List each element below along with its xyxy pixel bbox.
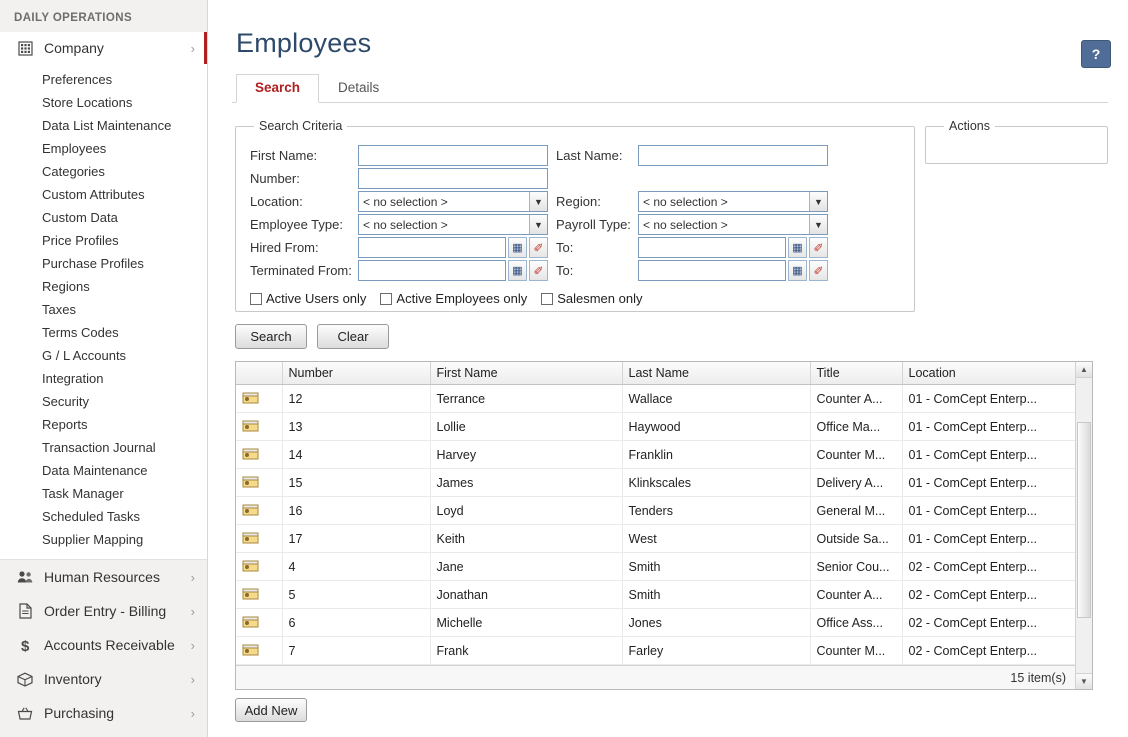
- sidebar-group-label: Inventory: [44, 671, 102, 687]
- cell-first-name: Frank: [430, 637, 622, 665]
- sidebar-item-transaction-journal[interactable]: Transaction Journal: [42, 440, 156, 455]
- active-indicator: [204, 32, 207, 64]
- number-input[interactable]: [358, 168, 548, 189]
- last-name-input[interactable]: [638, 145, 828, 166]
- cell-first-name: Michelle: [430, 609, 622, 637]
- sidebar-item-price-profiles[interactable]: Price Profiles: [42, 233, 119, 248]
- clear-button[interactable]: Clear: [317, 324, 389, 349]
- chevron-right-icon: ›: [190, 569, 195, 585]
- sidebar-item-taxes[interactable]: Taxes: [42, 302, 76, 317]
- table-row[interactable]: [236, 609, 1076, 637]
- cell-first-name: Keith: [430, 525, 622, 553]
- sidebar-group-accounts-receivable[interactable]: [0, 628, 207, 662]
- calendar-glyph: ▦: [512, 265, 523, 277]
- erase-glyph: ✐: [533, 240, 544, 255]
- help-button[interactable]: ?: [1081, 40, 1111, 68]
- cell-last-name: Farley: [622, 637, 810, 665]
- erase-glyph: ✐: [813, 240, 824, 255]
- table-row[interactable]: [236, 469, 1076, 497]
- sidebar-company-submenu: [0, 64, 207, 559]
- hired-from-label: Hired From:: [250, 240, 319, 255]
- cell-first-name: James: [430, 469, 622, 497]
- cell-first-name: Terrance: [430, 385, 622, 413]
- sidebar-item-regions[interactable]: Regions: [42, 279, 90, 294]
- search-criteria-legend: Search Criteria: [259, 119, 343, 133]
- cell-location: 02 - ComCept Enterp...: [902, 609, 1076, 637]
- number-label: Number:: [250, 171, 300, 186]
- hired-to-group: [638, 237, 836, 258]
- cell-title: Office Ma...: [810, 413, 902, 441]
- calendar-icon[interactable]: [788, 260, 807, 281]
- cell-last-name: Smith: [622, 581, 810, 609]
- erase-icon[interactable]: [809, 260, 828, 281]
- region-select[interactable]: [638, 191, 828, 212]
- chevron-right-icon: ›: [190, 637, 195, 653]
- building-icon: [14, 37, 36, 59]
- column-header-title[interactable]: Title: [810, 362, 902, 385]
- tab-search[interactable]: Search: [236, 74, 319, 103]
- erase-icon[interactable]: [529, 260, 548, 281]
- chevron-right-icon: ›: [190, 603, 195, 619]
- terminated-from-group: [358, 260, 556, 281]
- sidebar-item-terms-codes[interactable]: Terms Codes: [42, 325, 119, 340]
- calendar-glyph: ▦: [512, 242, 523, 254]
- cell-number: 12: [282, 385, 430, 413]
- hired-to-input[interactable]: [638, 237, 786, 258]
- employee-card-icon: [242, 614, 259, 628]
- cell-last-name: Wallace: [622, 385, 810, 413]
- row-icon-cell[interactable]: [236, 525, 282, 553]
- erase-icon[interactable]: [529, 237, 548, 258]
- table-footer: [236, 665, 1092, 689]
- table-row[interactable]: [236, 637, 1076, 665]
- cell-last-name: Smith: [622, 553, 810, 581]
- chevron-down-icon: ▼: [529, 215, 547, 234]
- payroll-type-select-value: < no selection >: [643, 217, 728, 232]
- table-body: [236, 385, 1076, 665]
- sidebar-item-supplier-mapping[interactable]: Supplier Mapping: [42, 532, 144, 547]
- cell-last-name: Tenders: [622, 497, 810, 525]
- cell-last-name: Haywood: [622, 413, 810, 441]
- actions-panel: [925, 119, 1108, 164]
- sidebar-group-label: Order Entry - Billing: [44, 603, 167, 619]
- sidebar-item-data-maintenance[interactable]: Data Maintenance: [42, 463, 148, 478]
- hired-from-input[interactable]: [358, 237, 506, 258]
- sidebar-group-order-entry-billing[interactable]: [0, 594, 207, 628]
- sidebar-group-human-resources[interactable]: [0, 560, 207, 594]
- row-icon-cell[interactable]: [236, 385, 282, 413]
- employee-card-icon: [242, 390, 259, 404]
- cell-location: 01 - ComCept Enterp...: [902, 413, 1076, 441]
- chevron-down-icon: ▼: [809, 192, 827, 211]
- chevron-right-icon: ›: [190, 705, 195, 721]
- employee-type-select[interactable]: [358, 214, 548, 235]
- checkbox-box: [250, 293, 262, 305]
- sidebar-group-inventory[interactable]: [0, 662, 207, 696]
- add-new-row: [235, 698, 1108, 722]
- cell-last-name: Franklin: [622, 441, 810, 469]
- box-icon: [14, 668, 36, 690]
- column-header-first-name[interactable]: First Name: [430, 362, 622, 385]
- employee-card-icon: [242, 502, 259, 516]
- first-name-input[interactable]: [358, 145, 548, 166]
- sidebar-group-company[interactable]: [0, 32, 207, 64]
- sidebar-item-preferences[interactable]: Preferences: [42, 72, 113, 87]
- active-employees-only-checkbox[interactable]: [380, 291, 527, 306]
- cell-title: Senior Cou...: [810, 553, 902, 581]
- terminated-to-label: To:: [556, 263, 574, 278]
- cell-location: 01 - ComCept Enterp...: [902, 385, 1076, 413]
- cell-last-name: Klinkscales: [622, 469, 810, 497]
- first-name-label: First Name:: [250, 148, 318, 163]
- cell-last-name: Jones: [622, 609, 810, 637]
- terminated-to-group: [638, 260, 836, 281]
- cell-title: Counter M...: [810, 441, 902, 469]
- scrollbar-thumb[interactable]: [1077, 422, 1091, 618]
- scroll-up-icon[interactable]: ▲: [1076, 362, 1092, 378]
- calendar-glyph: ▦: [792, 242, 803, 254]
- cell-location: 01 - ComCept Enterp...: [902, 441, 1076, 469]
- results-table: [236, 362, 1077, 665]
- scroll-down-icon[interactable]: ▼: [1076, 673, 1092, 689]
- location-select-value: < no selection >: [363, 194, 448, 209]
- row-icon-cell[interactable]: [236, 441, 282, 469]
- add-new-button[interactable]: Add New: [235, 698, 307, 722]
- tab-details[interactable]: Details: [338, 80, 380, 95]
- row-icon-cell[interactable]: [236, 553, 282, 581]
- calendar-icon[interactable]: [508, 260, 527, 281]
- employee-type-select-value: < no selection >: [363, 217, 448, 232]
- table-row[interactable]: [236, 385, 1076, 413]
- payroll-type-select[interactable]: [638, 214, 828, 235]
- terminated-to-input[interactable]: [638, 260, 786, 281]
- checkbox-box: [380, 293, 392, 305]
- table-vertical-scrollbar[interactable]: [1075, 362, 1092, 689]
- hired-to-label: To:: [556, 240, 574, 255]
- cell-first-name: Jonathan: [430, 581, 622, 609]
- row-icon-cell[interactable]: [236, 497, 282, 525]
- sidebar-item-categories[interactable]: Categories: [42, 164, 105, 179]
- cell-number: 7: [282, 637, 430, 665]
- actions-legend: Actions: [949, 119, 990, 133]
- sidebar-item-store-locations[interactable]: Store Locations: [42, 95, 133, 110]
- row-icon-cell[interactable]: [236, 469, 282, 497]
- employee-card-icon: [242, 558, 259, 572]
- document-icon: [14, 600, 36, 622]
- employee-card-icon: [242, 474, 259, 488]
- sidebar-bottom-groups: [0, 560, 207, 730]
- table-row[interactable]: [236, 497, 1076, 525]
- erase-glyph: ✐: [813, 263, 824, 278]
- sidebar-item-security[interactable]: Security: [42, 394, 89, 409]
- column-header-icon[interactable]: [236, 362, 282, 385]
- cell-number: 15: [282, 469, 430, 497]
- region-select-value: < no selection >: [643, 194, 728, 209]
- cell-number: 14: [282, 441, 430, 469]
- active-employees-only-label: Active Employees only: [396, 291, 528, 306]
- sidebar-header: DAILY OPERATIONS: [14, 12, 133, 24]
- basket-icon: [14, 702, 36, 724]
- cell-number: 4: [282, 553, 430, 581]
- table-header-row: [236, 362, 1076, 385]
- row-icon-cell[interactable]: [236, 413, 282, 441]
- payroll-type-label: Payroll Type:: [556, 217, 631, 232]
- hired-from-group: [358, 237, 556, 258]
- cell-last-name: West: [622, 525, 810, 553]
- chevron-down-icon: ▼: [809, 215, 827, 234]
- page-title: Employees: [236, 28, 372, 58]
- row-icon-cell[interactable]: [236, 609, 282, 637]
- table-row[interactable]: [236, 525, 1076, 553]
- column-header-number[interactable]: Number: [282, 362, 430, 385]
- sidebar-item-purchase-profiles[interactable]: Purchase Profiles: [42, 256, 144, 271]
- calendar-icon[interactable]: [788, 237, 807, 258]
- employee-card-icon: [242, 530, 259, 544]
- sidebar-group-purchasing[interactable]: [0, 696, 207, 730]
- sidebar-item-task-manager[interactable]: Task Manager: [42, 486, 124, 501]
- cell-title: Counter M...: [810, 637, 902, 665]
- sidebar-group-label: Company: [44, 40, 104, 56]
- cell-location: 02 - ComCept Enterp...: [902, 553, 1076, 581]
- chevron-right-icon: ›: [190, 40, 195, 56]
- cell-title: Counter A...: [810, 385, 902, 413]
- sidebar-item-employees[interactable]: Employees: [42, 141, 107, 156]
- sidebar-item-custom-data[interactable]: Custom Data: [42, 210, 118, 225]
- sidebar-item-reports[interactable]: Reports: [42, 417, 88, 432]
- table-row[interactable]: [236, 441, 1076, 469]
- terminated-from-label: Terminated From:: [250, 263, 352, 278]
- item-count: 15 item(s): [1010, 670, 1066, 685]
- sidebar-group-label: Purchasing: [44, 705, 115, 721]
- table-row[interactable]: [236, 413, 1076, 441]
- region-label: Region:: [556, 194, 601, 209]
- employee-card-icon: [242, 446, 259, 460]
- table-row[interactable]: [236, 553, 1076, 581]
- cell-title: Outside Sa...: [810, 525, 902, 553]
- salesmen-only-checkbox[interactable]: [541, 291, 642, 306]
- cell-title: Delivery A...: [810, 469, 902, 497]
- cell-first-name: Loyd: [430, 497, 622, 525]
- sidebar-item-scheduled-tasks[interactable]: Scheduled Tasks: [42, 509, 141, 524]
- column-header-last-name[interactable]: Last Name: [622, 362, 810, 385]
- last-name-label: Last Name:: [556, 148, 623, 163]
- search-criteria-panel: [235, 119, 915, 312]
- search-button-row: [235, 324, 1108, 349]
- cell-number: 17: [282, 525, 430, 553]
- row-icon-cell[interactable]: [236, 581, 282, 609]
- terminated-from-input[interactable]: [358, 260, 506, 281]
- cell-location: 01 - ComCept Enterp...: [902, 469, 1076, 497]
- employee-card-icon: [242, 418, 259, 432]
- svg-text:$: $: [20, 637, 29, 654]
- sidebar-item-gl-accounts[interactable]: G / L Accounts: [42, 348, 127, 363]
- cell-number: 13: [282, 413, 430, 441]
- employee-card-icon: [242, 642, 259, 656]
- cell-first-name: Lollie: [430, 413, 622, 441]
- table-row[interactable]: [236, 581, 1076, 609]
- erase-glyph: ✐: [533, 263, 544, 278]
- cell-location: 02 - ComCept Enterp...: [902, 581, 1076, 609]
- active-users-only-label: Active Users only: [266, 291, 367, 306]
- location-select[interactable]: [358, 191, 548, 212]
- criteria-checkbox-row: [250, 291, 900, 306]
- cell-title: Counter A...: [810, 581, 902, 609]
- dollar-icon: [14, 634, 36, 656]
- chevron-right-icon: ›: [190, 671, 195, 687]
- salesmen-only-label: Salesmen only: [557, 291, 643, 306]
- criteria-form: [250, 145, 900, 281]
- sidebar-item-custom-attributes[interactable]: Custom Attributes: [42, 187, 145, 202]
- cell-location: 02 - ComCept Enterp...: [902, 637, 1076, 665]
- employee-type-label: Employee Type:: [250, 217, 343, 232]
- location-label: Location:: [250, 194, 303, 209]
- criteria-row: [232, 119, 1108, 312]
- sidebar-group-label: Human Resources: [44, 569, 160, 585]
- tab-bar: [232, 73, 1108, 103]
- cell-title: General M...: [810, 497, 902, 525]
- sidebar-group-label: Accounts Receivable: [44, 637, 175, 653]
- column-header-location[interactable]: Location: [902, 362, 1076, 385]
- erase-icon[interactable]: [809, 237, 828, 258]
- sidebar-item-data-list-maintenance[interactable]: Data List Maintenance: [42, 118, 172, 133]
- cell-number: 16: [282, 497, 430, 525]
- search-button[interactable]: Search: [235, 324, 307, 349]
- cell-location: 01 - ComCept Enterp...: [902, 497, 1076, 525]
- cell-location: 01 - ComCept Enterp...: [902, 525, 1076, 553]
- results-table-container: [235, 361, 1093, 690]
- employee-card-icon: [242, 586, 259, 600]
- cell-number: 6: [282, 609, 430, 637]
- cell-first-name: Jane: [430, 553, 622, 581]
- calendar-glyph: ▦: [792, 265, 803, 277]
- cell-title: Office Ass...: [810, 609, 902, 637]
- people-icon: [14, 566, 36, 588]
- main-content: [208, 0, 1128, 737]
- cell-number: 5: [282, 581, 430, 609]
- sidebar-item-integration[interactable]: Integration: [42, 371, 104, 386]
- active-users-only-checkbox[interactable]: [250, 291, 366, 306]
- checkbox-box: [541, 293, 553, 305]
- spacer-label: [556, 168, 638, 189]
- chevron-down-icon: ▼: [529, 192, 547, 211]
- calendar-icon[interactable]: [508, 237, 527, 258]
- cell-first-name: Harvey: [430, 441, 622, 469]
- row-icon-cell[interactable]: [236, 637, 282, 665]
- sidebar: [0, 0, 208, 737]
